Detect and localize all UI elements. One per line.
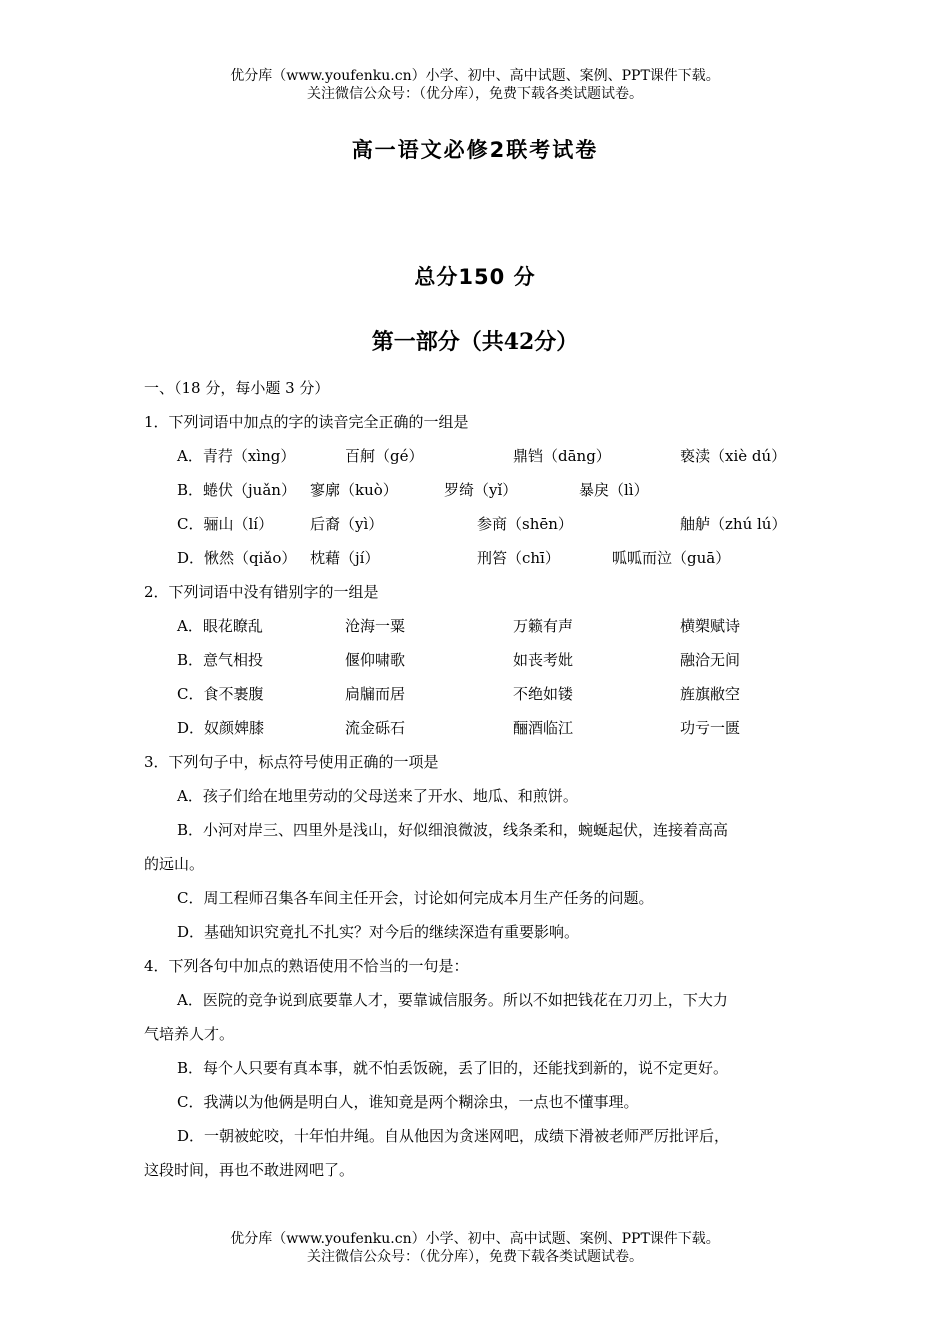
question-4-option-d: D．一朝被蛇咬，十年怕井绳。自从他因为贪迷网吧，成绩下滑被老师严厉批评后， [177, 1127, 730, 1145]
option-item: 枕藉（jí） [310, 549, 380, 567]
option-item: C．骊山（lí） [177, 515, 274, 533]
option-item: 鼎铛（dāng） [513, 447, 611, 465]
option-item: 功亏一匮 [680, 719, 741, 737]
question-4-stem: 4．下列各句中加点的熟语使用不恰当的一句是： [144, 957, 469, 975]
question-4-option-a: A．医院的竞争说到底要靠人才，要靠诚信服务。所以不如把钱花在刀刃上，下大力 [177, 991, 728, 1009]
option-item: D．愀然（qiǎo） [177, 549, 297, 567]
option-item: 横槊赋诗 [680, 617, 741, 635]
option-item: 不绝如镂 [513, 685, 574, 703]
question-1-option-b [144, 478, 804, 512]
question-1-option-c [144, 512, 804, 546]
option-item: B．意气相投 [177, 651, 264, 669]
question-1-option-d [144, 546, 804, 580]
option-item: 如丧考妣 [513, 651, 574, 669]
section-heading: 一、（18 分，每小题 3 分） [144, 379, 330, 397]
question-3-option-a: A．孩子们给在地里劳动的父母送来了开水、地瓜、和煎饼。 [177, 787, 578, 805]
option-item: A．眼花瞭乱 [177, 617, 263, 635]
page-header [0, 67, 950, 103]
header-line-1: 优分库（www.youfenku.cn）小学、初中、高中试题、案例、PPT课件下载。 [230, 68, 720, 84]
option-item: B．蜷伏（juǎn） [177, 481, 296, 499]
question-4-option-a-cont: 气培养人才。 [144, 1025, 235, 1043]
part-title: 第一部分（共42分） [371, 329, 579, 355]
question-1-option-a [144, 444, 804, 478]
header-line-2: 关注微信公众号：（优分库），免费下载各类试题试卷。 [307, 86, 643, 102]
option-item: 参商（shēn） [477, 515, 573, 533]
footer-line-1: 优分库（www.youfenku.cn）小学、初中、高中试题、案例、PPT课件下载。 [230, 1231, 720, 1247]
option-item: 沧海一粟 [345, 617, 406, 635]
question-2-option-a [144, 614, 804, 648]
option-item: 亵渎（xiè dú） [680, 447, 787, 465]
exam-content [144, 376, 804, 1192]
question-4-option-c: C．我满以为他俩是明白人，谁知竟是两个糊涂虫，一点也不懂事理。 [177, 1093, 639, 1111]
page-footer [0, 1230, 950, 1266]
option-item: 舳舻（zhú lú） [680, 515, 787, 533]
question-2-option-b [144, 648, 804, 682]
question-3-option-b-cont: 的远山。 [144, 855, 205, 873]
option-item: 流金砾石 [345, 719, 406, 737]
question-1-stem: 1．下列词语中加点的字的读音完全正确的一组是 [144, 413, 469, 431]
option-item: C．食不裹腹 [177, 685, 264, 703]
total-score: 总分150 分 [414, 265, 536, 289]
question-3-option-c: C．周工程师召集各车间主任开会，讨论如何完成本月生产任务的问题。 [177, 889, 654, 907]
question-2-option-c [144, 682, 804, 716]
option-item: 万籁有声 [513, 617, 574, 635]
footer-line-2: 关注微信公众号：（优分库），免费下载各类试题试卷。 [307, 1249, 643, 1265]
question-3-option-b: B．小河对岸三、四里外是浅山，好似细浪微波，线条柔和，蜿蜒起伏，连接着高高 [177, 821, 729, 839]
question-4-option-b: B．每个人只要有真本事，就不怕丢饭碗，丢了旧的，还能找到新的，说不定更好。 [177, 1059, 729, 1077]
question-3-stem: 3．下列句子中，标点符号使用正确的一项是 [144, 753, 439, 771]
option-item: 呱呱而泣（guā） [612, 549, 731, 567]
option-item: 偃仰啸歌 [345, 651, 406, 669]
option-item: 融洽无间 [680, 651, 741, 669]
option-item: 后裔（yì） [310, 515, 384, 533]
option-item: 罗绮（yǐ） [444, 481, 518, 499]
question-3-option-d: D．基础知识究竟扎不扎实？对今后的继续深造有重要影响。 [177, 923, 580, 941]
option-item: 刑笞（chī） [477, 549, 560, 567]
exam-title: 高一语文必修2联考试卷 [351, 138, 599, 162]
option-item: 百舸（gé） [345, 447, 424, 465]
question-2-option-d [144, 716, 804, 750]
option-item: 旌旗敝空 [680, 685, 741, 703]
option-item: 扃牖而居 [345, 685, 406, 703]
option-item: A．青荇（xìng） [177, 447, 296, 465]
option-item: 酾酒临江 [513, 719, 574, 737]
question-4-option-d-cont: 这段时间，再也不敢进网吧了。 [144, 1161, 355, 1179]
question-2-stem: 2．下列词语中没有错别字的一组是 [144, 583, 379, 601]
option-item: D．奴颜婢膝 [177, 719, 265, 737]
option-item: 寥廓（kuò） [310, 481, 398, 499]
option-item: 暴戾（lì） [579, 481, 649, 499]
